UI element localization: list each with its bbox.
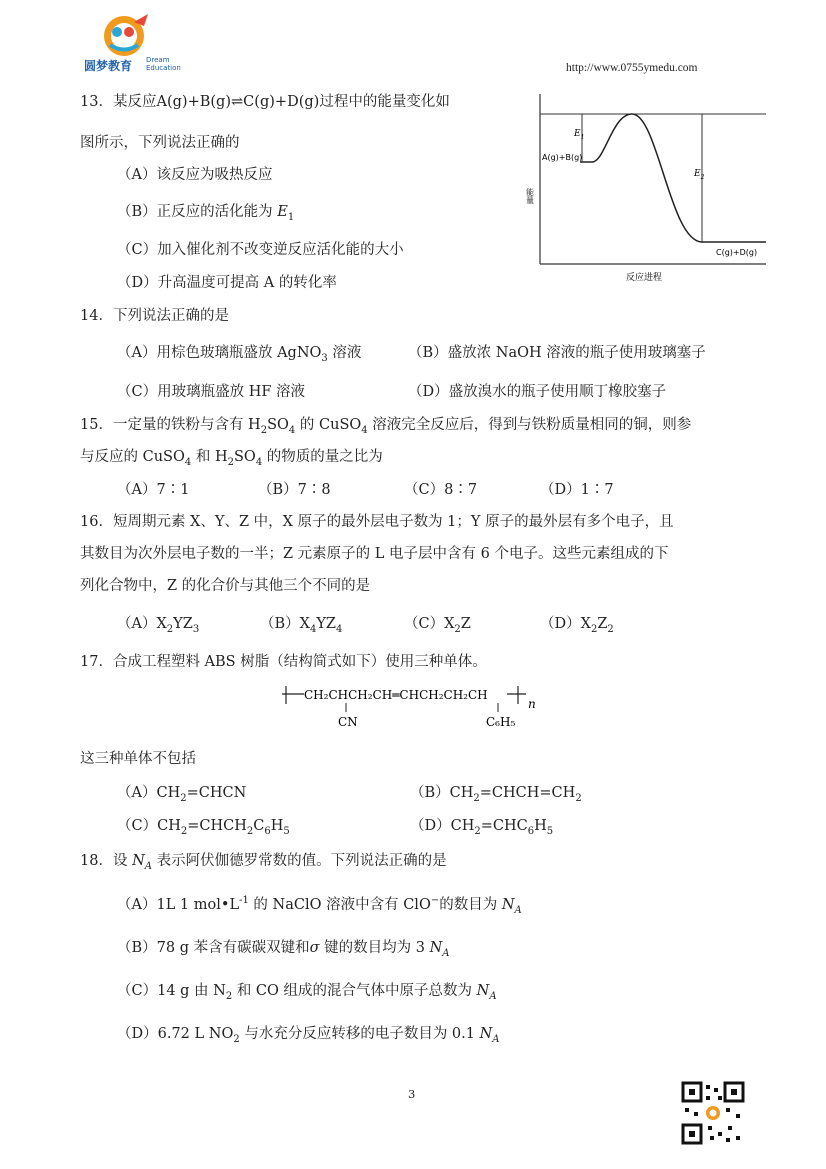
q13-option-a: （A）该反应为吸热反应 [117, 167, 273, 183]
q16-option-b: $(B)X_4YZ_4$ [260, 616, 343, 635]
q15-stem-line1: 15．一定量的铁粉与含有 $H_2SO_4$ 的 CuSO$_4$ 溶液完全反应后，得到与铁粉质量相同的铜，则参 [80, 417, 692, 436]
q17-option-c: $(C)CH_2=CHCH_2C_6H_5$ [117, 818, 290, 837]
q14-option-b: （B）盛放浓 NaOH 溶液的瓶子使用玻璃塞子 [408, 345, 706, 361]
q14-stem: 14．下列说法正确的是 [80, 308, 229, 324]
q18-option-b: （B）78 g 苯含有碳碳双键和σ 键的数目均为 3 $N_A$ [117, 940, 450, 959]
q15-option-b: （B）7∶8 [258, 482, 331, 498]
q14-option-a: （A）用棕色玻璃瓶盛放 AgNO$_3$ 溶液 [117, 345, 362, 364]
structure-main-chain: CH₂CHCH₂CH═CHCH₂CH₂CH [304, 688, 488, 702]
q13-stem-line2: 图所示，下列说法正确的 [80, 135, 240, 151]
q17-option-a: $(A)CH_2=CHCN$ [117, 785, 247, 804]
q17-stem: 17．合成工程塑料 ABS 树脂（结构简式如下）使用三种单体。 [80, 654, 487, 670]
q16-option-a: $(A)X_2YZ_3$ [117, 616, 200, 635]
q17-follow: 这三种单体不包括 [80, 751, 196, 767]
q18-stem: 18．设 $N_A$ 表示阿伏伽德罗常数的值。下列说法正确的是 [80, 853, 447, 872]
dream-education-logo [82, 12, 192, 74]
q16-option-d: $(D)X_2Z_2$ [540, 616, 614, 635]
site-url: http://www.0755ymedu.com [566, 62, 698, 74]
x-axis-label: 反应进程 [626, 273, 663, 283]
e1-label: $E_1$ [574, 129, 585, 141]
q18-option-a: （A）1L 1 $mol•L^{-1}$ 的 NaClO 溶液中含有 ClO−的数目为 $N_A$ [117, 895, 522, 916]
q16-stem-line2: 其数目为次外层电子数的一半；Z 元素原子的 L 电子层中含有 6 个电子。这些元素组成的下 [80, 546, 669, 562]
abs-resin-structure [282, 680, 542, 738]
q16-stem-line3: 列化合物中，Z 的化合价与其他三个不同的是 [80, 578, 371, 594]
products-label: C(g)+D(g) [716, 248, 758, 257]
svg-text:Education: Education [146, 64, 181, 72]
q18-option-c: （C）14 g 由 $N_2$ 和 CO 组成的混合气体中原子总数为 $N_A$ [117, 983, 497, 1002]
q13-option-b: （B）正反应的活化能为 $E_1$ [117, 204, 295, 223]
q16-stem-line1: 16．短周期元素 X、Y、Z 中，X 原子的最外层电子数为 1；Y 原子的最外层有多个电子，且 [80, 514, 674, 530]
q13-option-c: （C）加入催化剂不改变逆反应活化能的大小 [117, 242, 404, 258]
svg-text:圆梦教育: 圆梦教育 [84, 59, 133, 73]
q15-stem-line2: 与反应的 CuSO$_4$ 和 $H_2SO_4$ 的物质的量之比为 [80, 449, 383, 468]
svg-text:Dream: Dream [146, 56, 170, 64]
reactants-label: A(g)+B(g) [542, 153, 583, 162]
energy-curve [580, 114, 766, 242]
y-axis-label: 能量 [525, 188, 535, 204]
q13-stem-line1: 13．某反应A(g)+B(g)⇌C(g)+D(g)过程中的能量变化如 [80, 94, 450, 110]
e2-label: $E_2$ [694, 169, 705, 181]
structure-n: n [528, 697, 536, 711]
qr-code-icon [682, 1082, 744, 1144]
q17-option-b: $(B)CH_2=CHCH=CH_2$ [410, 785, 582, 804]
q15-option-c: （C）8∶7 [404, 482, 478, 498]
q14-option-c: （C）用玻璃瓶盛放 HF 溶液 [117, 384, 306, 400]
q13-option-d: （D）升高温度可提高 A 的转化率 [117, 275, 337, 291]
q18-option-d: （D）6.72 L $NO_2$ 与水充分反应转移的电子数目为 0.1 $N_A$ [117, 1026, 500, 1045]
q14-option-d: （D）盛放溴水的瓶子使用顺丁橡胶塞子 [408, 384, 667, 400]
q15-option-d: （D）1∶7 [540, 482, 614, 498]
q17-option-d: $(D)CH_2=CHC_6H_5$ [410, 818, 554, 837]
energy-profile-diagram [525, 92, 770, 288]
q15-option-a: （A）7∶1 [117, 482, 190, 498]
q16-option-c: $(C)X_2Z$ [404, 616, 471, 635]
page-number: 3 [408, 1087, 416, 1101]
structure-phenyl: C₆H₅ [486, 715, 516, 729]
structure-cn: CN [338, 715, 358, 729]
